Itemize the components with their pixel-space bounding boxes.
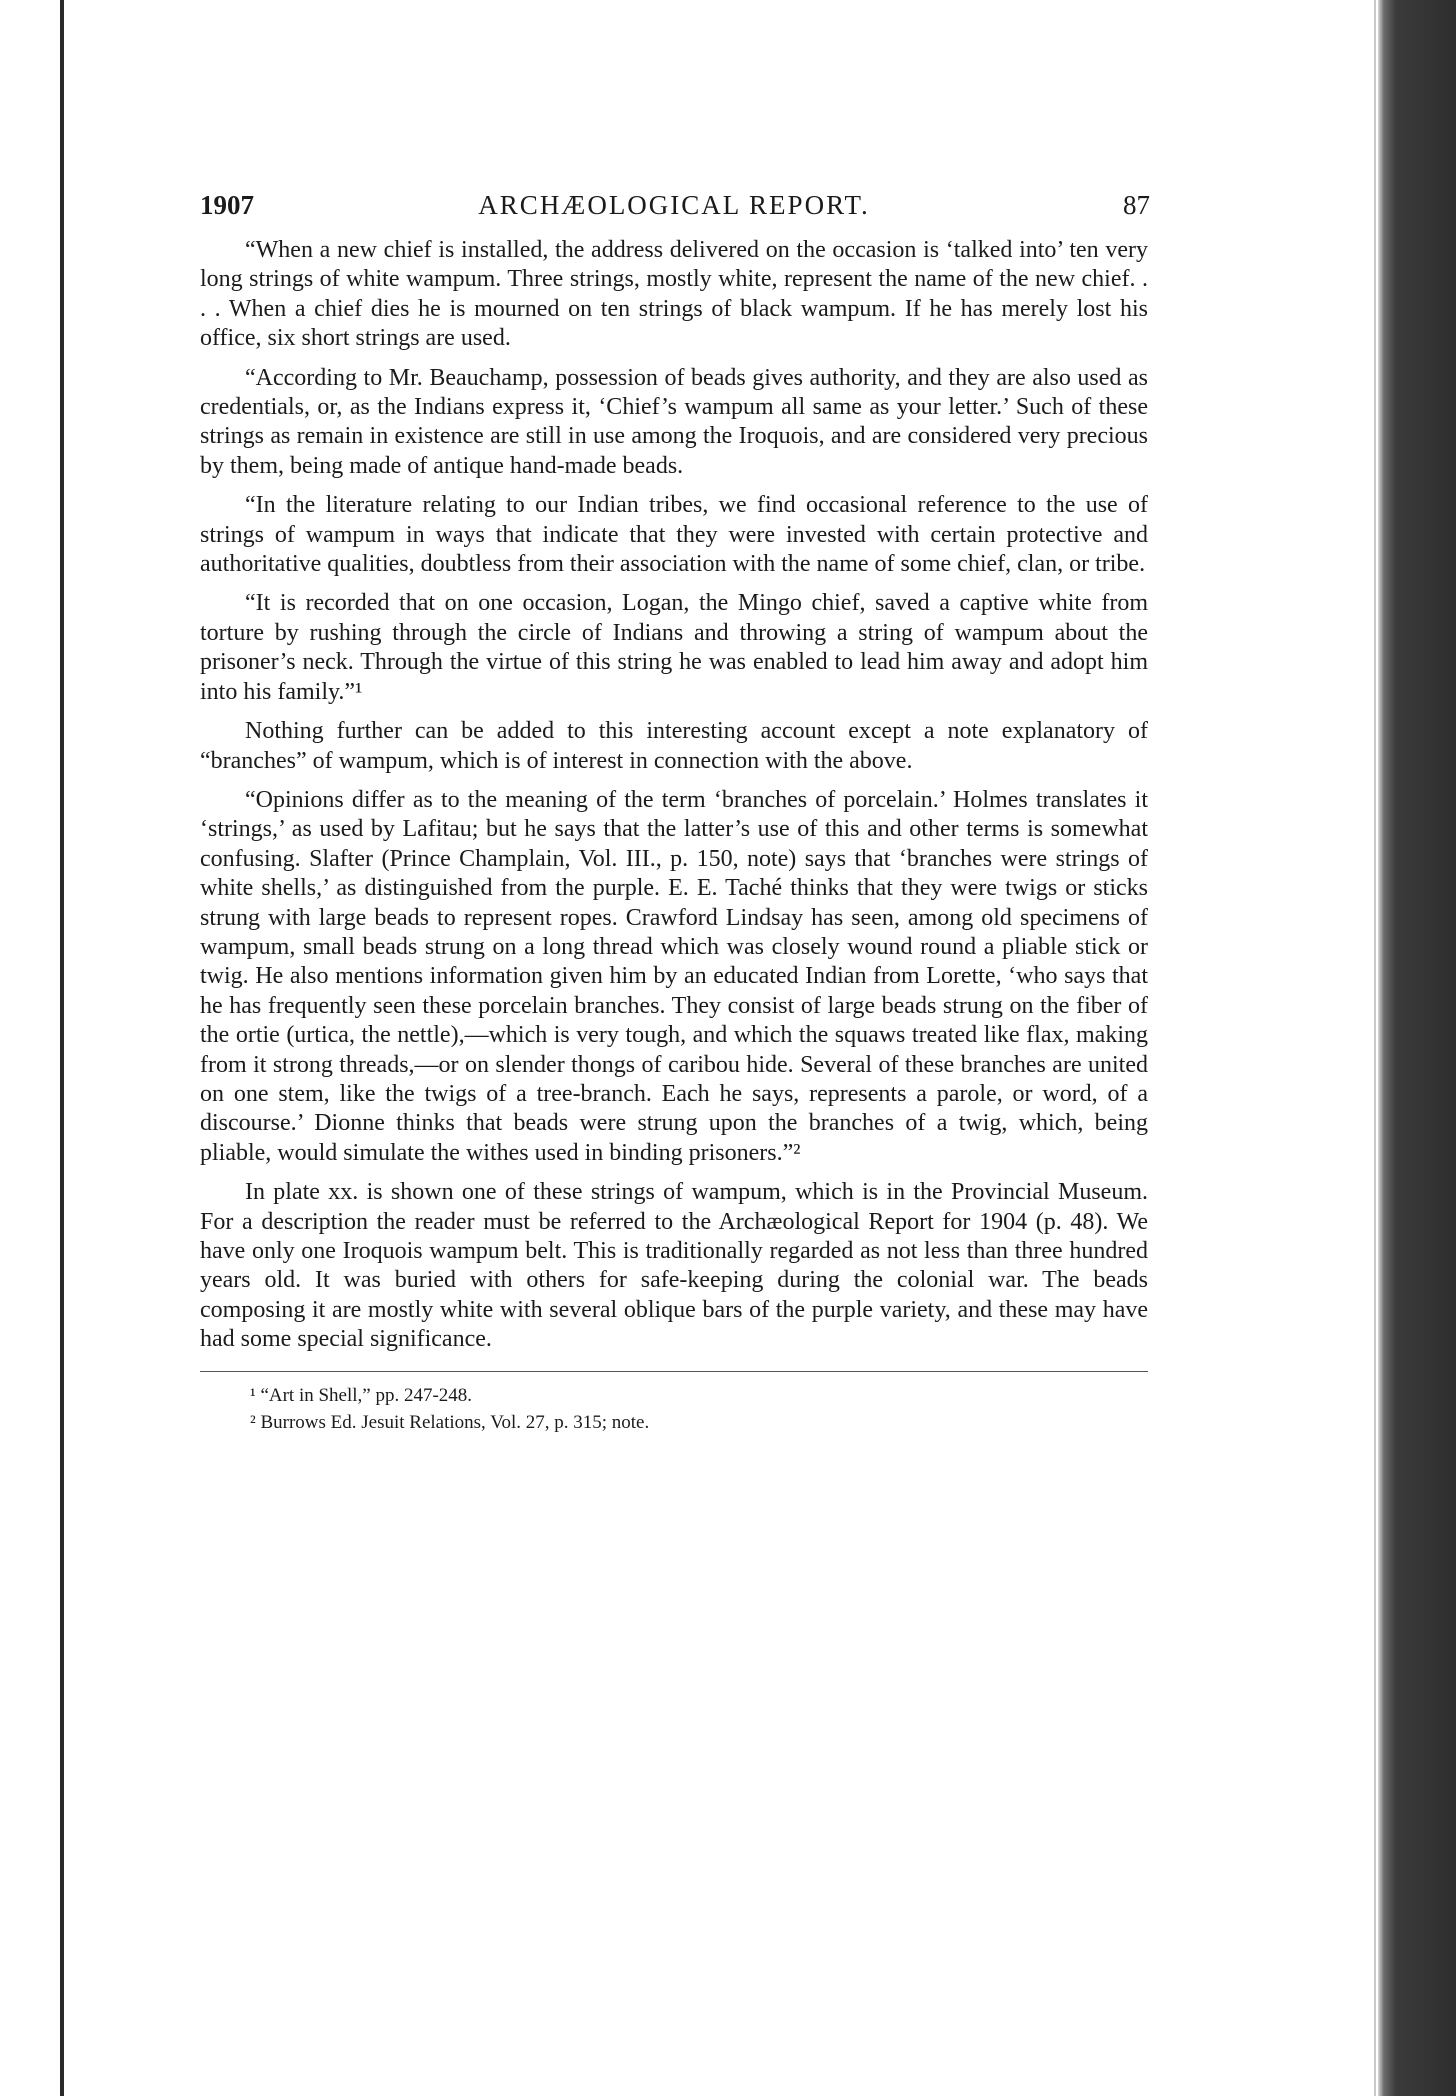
footnote-2: ² Burrows Ed. Jesuit Relations, Vol. 27, p. 315; note. [250, 1411, 650, 1433]
page-edge-line [1374, 0, 1376, 2096]
paragraph-2: “According to Mr. Beauchamp, possession of beads gives authority, and they are also used as credentials, or, as the Indians express it, ‘Chief’s wampum all same as your letter.’ Such of these strings as remain in existence are still in use among the Iroquois, and are considered very precious by them, being made of antique hand-made beads. [200, 364, 1148, 479]
right-book-edge [1378, 0, 1456, 2096]
document-page [200, 190, 1148, 1436]
left-page-edge [0, 0, 64, 2096]
footnote-1: ¹ “Art in Shell,” pp. 247-248. [250, 1384, 473, 1406]
header-year: 1907 [200, 190, 254, 220]
page-number: 87 [1123, 190, 1150, 220]
footnote-divider [200, 1371, 1148, 1372]
paragraph-5: Nothing further can be added to this interesting account except a note explanatory of “branches” of wampum, which is of interest in connection with the above. [200, 718, 1148, 774]
paragraph-6: “Opinions differ as to the meaning of the term ‘branches of porcelain.’ Holmes translates it ‘strings,’ as used by Lafitau; but he says that the latter’s use of this and other terms is somewhat confusing. Slafter (Prince Champlain, Vol. III., p. 150, note) says that ‘branches were strings of white shells,’ as distinguished from the purple. E. E. Taché thinks that they were twigs or sticks strung with large beads to represent ropes. Crawford Lindsay has seen, among old specimens of wampum, small beads strung on a long thread which was closely wound round a pliable stick or twig. He also mentions information given him by an educated Indian from Lorette, ‘who says that he has frequently seen these porcelain branches. They consist of large beads strung on the fiber of the ortie (urtica, the nettle),—which is very tough, and which the squaws treated like flax, making from it strong threads,—or on slender thongs of caribou hide. Several of these branches are united on one stem, like the twigs of a tree-branch. Each he says, represents a parole, or word, of a discourse.’ Dionne thinks that beads were strung upon the branches of a twig, which, being pliable, would simulate the withes used in binding prisoners.”² [200, 786, 1148, 1166]
header-title: ARCHÆOLOGICAL REPORT. [478, 190, 870, 220]
paragraph-3: “In the literature relating to our Indian tribes, we find occasional reference to the use of strings of wampum in ways that indicate that they were invested with certain protective and authoritative qualities, doubtless from their association with the name of some chief, clan, or tribe. [200, 492, 1148, 578]
running-header [200, 190, 1148, 230]
paragraph-7: In plate xx. is shown one of these strings of wampum, which is in the Provincial Museum. For a description the reader must be referred to the Archæological Report for 1904 (p. 48). We have only one Iroquois wampum belt. This is traditionally regarded as not less than three hundred years old. It was buried with others for safe-keeping during the colonial war. The beads composing it are mostly white with several oblique bars of the purple variety, and these may have had some special significance. [200, 1179, 1148, 1353]
paragraph-1: “When a new chief is installed, the address delivered on the occasion is ‘talked into’ ten very long strings of white wampum. Three strings, mostly white, represent the name of the new chief. . . . When a chief dies he is mourned on ten strings of black wampum. If he has merely lost his office, six short strings are used. [200, 237, 1148, 352]
paragraph-4: “It is recorded that on one occasion, Logan, the Mingo chief, saved a captive white from torture by rushing through the circle of Indians and throwing a string of wampum about the prisoner’s neck. Through the virtue of this string he was enabled to lead him away and adopt him into his family.”¹ [200, 590, 1148, 705]
